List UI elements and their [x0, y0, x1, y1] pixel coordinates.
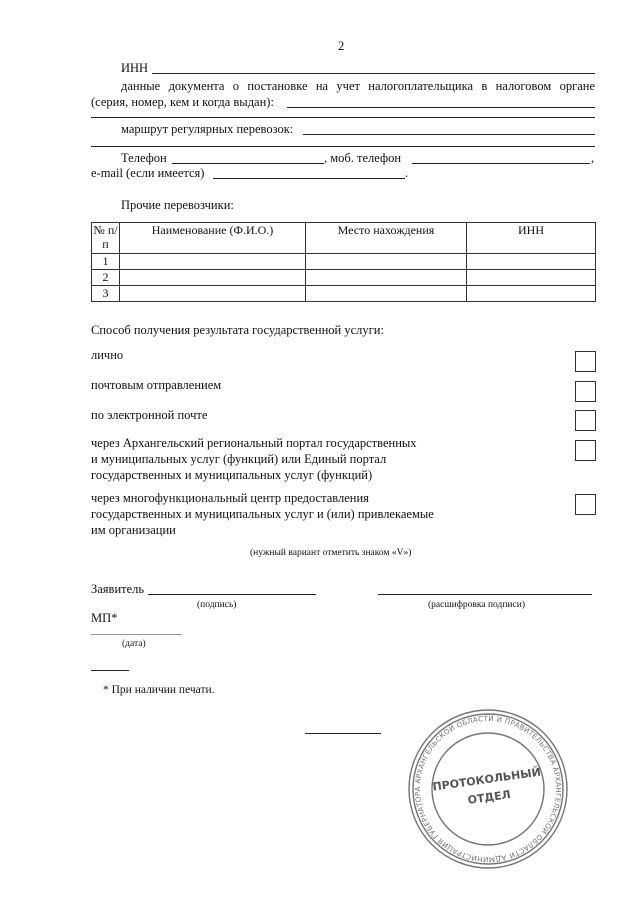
carriers-table [91, 222, 596, 302]
method-email-checkbox[interactable] [575, 410, 596, 431]
method-mfc-label-line2: государственных и муниципальных услуг и (или) привлекаемые [91, 507, 434, 521]
method-mfc-label-line1: через многофункциональный центр предоставления [91, 491, 369, 505]
method-in-person-checkbox[interactable] [575, 351, 596, 372]
table-header-location: Место нахождения [306, 223, 467, 254]
stamp-ring-text: АДМИНИСТРАЦИЯ ГУБЕРНАТОРА АРХАНГЕЛЬСКОЙ ОБЛАСТИ И ПРАВИТЕЛЬСТВА АРХАНГЕЛЬСКОЙ ОБЛАСТИ [412, 713, 564, 865]
protocol-department-stamp [406, 707, 570, 871]
other-carriers-label: Прочие перевозчики: [121, 198, 234, 212]
mobile-field-line[interactable] [412, 163, 590, 164]
registration-doc-field-line-2[interactable] [91, 117, 595, 118]
svg-text:АДМИНИСТРАЦИЯ ГУБЕРНАТОРА АРХА [406, 707, 570, 871]
table-cell-location[interactable] [306, 254, 467, 270]
table-cell-number: 3 [92, 286, 120, 302]
method-portal-label-line2: и муниципальных услуг (функций) или Единый портал [91, 452, 387, 466]
phone-field-line[interactable] [172, 163, 324, 164]
table-cell-name[interactable] [120, 254, 306, 270]
table-cell-name[interactable] [120, 286, 306, 302]
registration-doc-line2: (серия, номер, кем и когда выдан): [91, 95, 274, 109]
table-header-name: Наименование (Ф.И.О.) [120, 223, 306, 254]
signature-caption: (подпись) [197, 600, 237, 610]
comma: , [591, 151, 595, 165]
table-cell-inn[interactable] [467, 286, 596, 302]
inn-label: ИНН [121, 61, 149, 75]
end-separator [305, 733, 381, 734]
registration-doc-field-line[interactable] [287, 107, 595, 108]
footnote: * При наличии печати. [103, 684, 215, 696]
decoding-caption: (расшифровка подписи) [428, 600, 525, 610]
page-number: 2 [338, 39, 345, 53]
inn-field-line[interactable] [152, 73, 595, 74]
table-cell-number: 2 [92, 270, 120, 286]
date-caption: (дата) [122, 639, 146, 649]
method-title: Способ получения результата государственной услуги: [91, 323, 384, 337]
email-field-line[interactable] [213, 178, 405, 179]
table-header-inn: ИНН [467, 223, 596, 254]
date-field-line[interactable] [91, 634, 182, 635]
stamp-center-line2: ОТДЕЛ [466, 787, 512, 807]
mp-label: МП* [91, 611, 118, 625]
footnote-separator [91, 670, 129, 671]
table-header-row [92, 223, 596, 254]
table-cell-name[interactable] [120, 270, 306, 286]
email-label: e-mail (если имеется) [91, 166, 205, 180]
method-post-checkbox[interactable] [575, 381, 596, 402]
mobile-label: , моб. телефон [324, 151, 402, 165]
phone-label: Телефон [121, 151, 167, 165]
decoding-field-line[interactable] [378, 594, 592, 595]
table-row [92, 270, 596, 286]
method-in-person-label: лично [91, 348, 124, 362]
signature-field-line[interactable] [148, 594, 316, 595]
method-mfc-checkbox[interactable] [575, 494, 596, 515]
method-portal-label-line3: государственных и муниципальных услуг (функций) [91, 468, 373, 482]
table-header-number: № п/п [92, 223, 120, 254]
table-cell-number: 1 [92, 254, 120, 270]
table-cell-location[interactable] [306, 286, 467, 302]
registration-doc-line1: данные документа о постановке на учет налогоплательщика в налоговом органе [121, 79, 595, 93]
table-cell-inn[interactable] [467, 270, 596, 286]
method-portal-checkbox[interactable] [575, 440, 596, 461]
route-field-line[interactable] [303, 134, 595, 135]
period: . [405, 166, 409, 180]
method-email-label: по электронной почте [91, 408, 208, 422]
instruction-note: (нужный вариант отметить знаком «V») [250, 548, 412, 558]
applicant-label: Заявитель [91, 582, 145, 596]
table-cell-location[interactable] [306, 270, 467, 286]
table-cell-inn[interactable] [467, 254, 596, 270]
method-mfc-label-line3: им организации [91, 523, 176, 537]
stamp-center-line1: ПРОТОКОЛЬНЫЙ [431, 765, 542, 794]
route-label: маршрут регулярных перевозок: [121, 122, 294, 136]
table-row [92, 254, 596, 270]
method-portal-label-line1: через Архангельский региональный портал государственных [91, 436, 417, 450]
route-field-line-2[interactable] [91, 146, 595, 147]
method-post-label: почтовым отправлением [91, 378, 222, 392]
table-row [92, 286, 596, 302]
